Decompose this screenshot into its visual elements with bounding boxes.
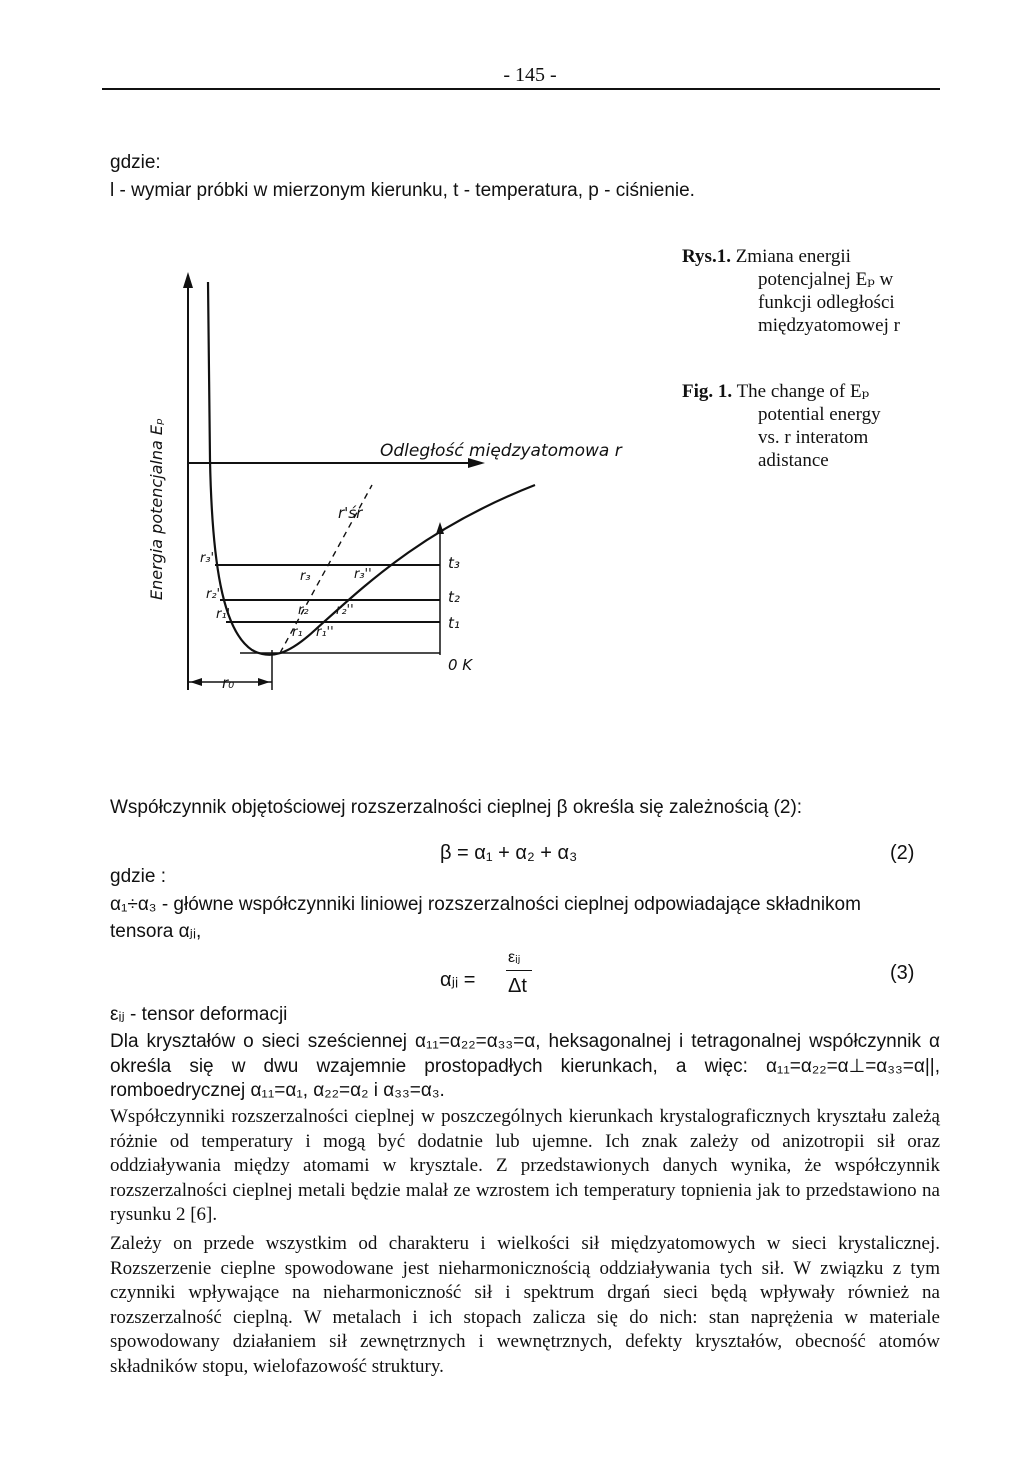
formula-3-number: (3) (890, 962, 915, 984)
caption-pl-line: potencjalnej Eₚ w (758, 269, 894, 290)
caption-pl-label: Rys.1. (682, 246, 731, 267)
formula-3-denominator: Δt (508, 975, 527, 997)
alpha-definition: α₁÷α₃ - główne współczynniki liniowej rozszerzalności cieplnej odpowiadające składnikom (110, 894, 861, 915)
label-t3: t₃ (448, 554, 460, 572)
label-r3p: r₃' (200, 551, 215, 566)
label-r0: r₀ (222, 674, 235, 692)
caption-pl-line: Zmiana energii (735, 246, 851, 267)
page-number: - 145 - (503, 64, 557, 86)
beta-intro: Współczynnik objętościowej rozszerzalności cieplnej β określa się zależnością (2): (110, 797, 803, 818)
label-r1: r₁ (292, 625, 303, 640)
gdzie-label: gdzie : (110, 866, 166, 887)
label-r3pp: r₃'' (354, 567, 372, 582)
caption-polish (682, 245, 900, 337)
label-r1pp: r₁'' (316, 625, 334, 640)
intro-definitions: l - wymiar próbki w mierzonym kierunku, t - temperatura, p - ciśnienie. (110, 180, 695, 201)
epsilon-definition: εᵢⱼ - tensor deformacji (110, 1004, 288, 1025)
y-axis-arrow (183, 272, 193, 288)
formula-3-numerator: εᵢⱼ (508, 949, 521, 966)
potential-curve (208, 282, 535, 655)
y-axis-label: Energia potencjalna Eₚ (147, 418, 166, 600)
caption-english (682, 380, 881, 472)
paragraph-anisotropy: Współczynniki rozszerzalności cieplnej w poszczególnych kierunkach krystalograficznych kryształu zależą różnie od temperatury i mogą być dodatnie lub ujemne. Ich znak zależy od anizotropii sił oraz oddziaływania między atomami w krysztale. Z przedstawionych danych wynika, że współczynnik rozszerzalności cieplnej metali będzie malał ze wzrostem ich temperatury topnienia jak to przedstawiono na rysunku 2 [6]. (110, 1106, 940, 1225)
label-r2: r₂ (298, 603, 309, 618)
label-r1p: r₁' (216, 607, 231, 622)
formula-3-lhs: αⱼᵢ = (440, 969, 476, 991)
caption-en-line: adistance (758, 450, 829, 471)
r0-arrow-right (258, 678, 270, 686)
potential-energy-figure (140, 260, 700, 720)
paragraph-interatomic-forces: Zależy on przede wszystkim od charakteru i wielkości sił międzyatomowych w sieci krystalicznej. Rozszerzenie cieplne spowodowane jest nieharmonicznością oddziaływania tych sił. W związku z tym czynniki wpływające na nieharmoniczność sił i spektrum drgań sieci będą wpływały również na rozszerzalność cieplną. W metalach i ich stopach zalicza się do nich: stan naprężenia w materiale spowodowany działaniem sił zewnętrznych i wewnętrznych, defekty kryształów, obecność atomów składników stopu, wielofazowość struktury. (110, 1233, 940, 1377)
level-bracket-arrow (436, 522, 444, 534)
label-r2pp: r₂'' (336, 603, 354, 618)
label-t1: t₁ (448, 614, 460, 632)
label-rsr: r'śr (338, 504, 363, 522)
header-rule (102, 88, 940, 90)
caption-en-line: vs. r interatom (758, 427, 869, 448)
intro-gdzie: gdzie: (110, 152, 161, 173)
alpha-definition-cont: tensora αⱼᵢ, (110, 921, 202, 942)
caption-pl-line: międzyatomowej r (758, 315, 900, 336)
x-axis-label: Odległość międzyatomowa r (380, 441, 622, 461)
caption-en-line: potential energy (758, 404, 881, 425)
formula-2-number: (2) (890, 842, 915, 864)
formula-2: β = α₁ + α₂ + α₃ (440, 842, 578, 864)
caption-pl-line: funkcji odległości (758, 292, 895, 313)
paragraph-crystal-systems: Dla kryształów o sieci sześciennej α₁₁=α₂₂=α₃₃=α, heksagonalnej i tetragonalnej współczynnik α określa się w dwu wzajemnie prostopadłych kierunkach, a więc: α₁₁=α₂₂=α⊥=α₃₃=α||, romboedrycznej α₁₁=α₁, α₂₂=α₂ i α₃₃=α₃. (110, 1031, 940, 1101)
label-r2p: r₂' (206, 587, 221, 602)
label-t2: t₂ (448, 588, 460, 606)
label-0k: 0 K (448, 656, 473, 674)
r0-arrow-left (190, 678, 202, 686)
caption-en-label: Fig. 1. (682, 381, 733, 402)
formula-3-fraction-bar (506, 970, 532, 971)
caption-en-line: The change of Eₚ (736, 381, 870, 402)
label-r3: r₃ (300, 569, 311, 584)
